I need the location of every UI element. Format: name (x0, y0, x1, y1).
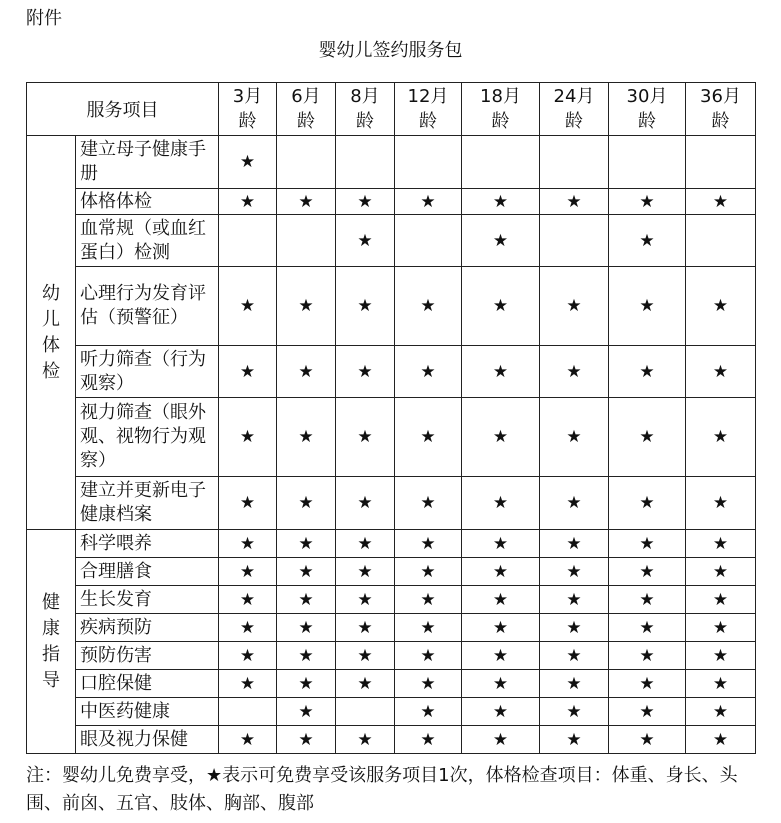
age-header: 18月 龄 (462, 83, 540, 136)
star-mark: ★ (609, 642, 686, 670)
star-mark: ★ (540, 726, 609, 754)
star-mark: ★ (277, 698, 336, 726)
star-mark: ★ (609, 477, 686, 530)
star-mark: ★ (219, 726, 277, 754)
star-mark: ★ (609, 698, 686, 726)
service-item: 生长发育 (76, 586, 219, 614)
star-mark: ★ (277, 189, 336, 215)
star-mark: ★ (219, 670, 277, 698)
star-mark: ★ (219, 586, 277, 614)
star-mark: ★ (609, 670, 686, 698)
star-mark: ★ (277, 558, 336, 586)
empty-cell (609, 136, 686, 189)
star-mark: ★ (395, 614, 462, 642)
star-mark: ★ (462, 614, 540, 642)
star-mark: ★ (336, 189, 395, 215)
star-mark: ★ (609, 530, 686, 558)
header-row (27, 83, 756, 136)
star-mark: ★ (686, 614, 756, 642)
age-header: 24月 龄 (540, 83, 609, 136)
star-mark: ★ (686, 398, 756, 477)
star-mark: ★ (336, 530, 395, 558)
table-row (27, 670, 756, 698)
page-title: 婴幼儿签约服务包 (318, 40, 463, 61)
star-mark: ★ (462, 215, 540, 267)
star-mark: ★ (462, 558, 540, 586)
star-mark: ★ (219, 614, 277, 642)
star-mark: ★ (395, 726, 462, 754)
star-mark: ★ (277, 614, 336, 642)
empty-cell (219, 215, 277, 267)
star-mark: ★ (686, 346, 756, 398)
table-row (27, 698, 756, 726)
star-mark: ★ (395, 558, 462, 586)
star-mark: ★ (336, 267, 395, 346)
star-mark: ★ (336, 614, 395, 642)
star-mark: ★ (540, 698, 609, 726)
star-mark: ★ (540, 530, 609, 558)
star-mark: ★ (277, 726, 336, 754)
star-mark: ★ (336, 642, 395, 670)
table-row (27, 614, 756, 642)
table-row (27, 477, 756, 530)
star-mark: ★ (686, 642, 756, 670)
table-row (27, 586, 756, 614)
table-row (27, 726, 756, 754)
empty-cell (336, 698, 395, 726)
service-item: 视力筛查（眼外观、视物行为观察） (76, 398, 219, 477)
star-mark: ★ (395, 398, 462, 477)
star-mark: ★ (395, 642, 462, 670)
star-mark: ★ (540, 670, 609, 698)
attachment-label: 附件 (26, 8, 62, 29)
age-header: 36月 龄 (686, 83, 756, 136)
star-mark: ★ (462, 726, 540, 754)
star-mark: ★ (609, 267, 686, 346)
table-row (27, 267, 756, 346)
star-mark: ★ (609, 189, 686, 215)
empty-cell (540, 215, 609, 267)
star-mark: ★ (336, 398, 395, 477)
service-item: 科学喂养 (76, 530, 219, 558)
star-mark: ★ (395, 586, 462, 614)
star-mark: ★ (686, 267, 756, 346)
empty-cell (462, 136, 540, 189)
service-item-header: 服务项目 (27, 83, 219, 136)
empty-cell (219, 698, 277, 726)
star-mark: ★ (219, 477, 277, 530)
service-item: 血常规（或血红蛋白）检测 (76, 215, 219, 267)
table-row (27, 398, 756, 477)
star-mark: ★ (219, 558, 277, 586)
service-item: 中医药健康 (76, 698, 219, 726)
star-mark: ★ (462, 530, 540, 558)
star-mark: ★ (462, 267, 540, 346)
star-mark: ★ (686, 698, 756, 726)
star-mark: ★ (540, 398, 609, 477)
footnote: 注：婴幼儿免费享受，★表示可免费享受该服务项目1次，体格检查项目：体重、身长、头围、前囟、五官、肢体、胸部、腹部 (26, 765, 738, 814)
service-package-table (26, 82, 756, 754)
star-mark: ★ (395, 189, 462, 215)
service-item: 体格体检 (76, 189, 219, 215)
star-mark: ★ (540, 614, 609, 642)
table-row (27, 642, 756, 670)
table-row (27, 530, 756, 558)
empty-cell (395, 136, 462, 189)
empty-cell (540, 136, 609, 189)
star-mark: ★ (609, 398, 686, 477)
star-mark: ★ (395, 267, 462, 346)
star-mark: ★ (686, 530, 756, 558)
service-item: 预防伤害 (76, 642, 219, 670)
star-mark: ★ (277, 586, 336, 614)
star-mark: ★ (395, 530, 462, 558)
star-mark: ★ (540, 642, 609, 670)
star-mark: ★ (462, 670, 540, 698)
empty-cell (686, 215, 756, 267)
star-mark: ★ (395, 670, 462, 698)
star-mark: ★ (686, 558, 756, 586)
star-mark: ★ (609, 614, 686, 642)
table-row (27, 136, 756, 189)
star-mark: ★ (336, 586, 395, 614)
service-item: 疾病预防 (76, 614, 219, 642)
service-item: 心理行为发育评估（预警征） (76, 267, 219, 346)
star-mark: ★ (219, 642, 277, 670)
star-mark: ★ (609, 558, 686, 586)
star-mark: ★ (277, 670, 336, 698)
star-mark: ★ (219, 346, 277, 398)
star-mark: ★ (336, 670, 395, 698)
empty-cell (395, 215, 462, 267)
age-header: 3月 龄 (219, 83, 277, 136)
star-mark: ★ (462, 642, 540, 670)
empty-cell (336, 136, 395, 189)
star-mark: ★ (336, 558, 395, 586)
star-mark: ★ (686, 477, 756, 530)
star-mark: ★ (462, 698, 540, 726)
service-item: 建立母子健康手册 (76, 136, 219, 189)
star-mark: ★ (277, 398, 336, 477)
star-mark: ★ (540, 346, 609, 398)
star-mark: ★ (336, 346, 395, 398)
star-mark: ★ (462, 586, 540, 614)
star-mark: ★ (219, 267, 277, 346)
star-mark: ★ (609, 346, 686, 398)
table-row (27, 189, 756, 215)
service-item: 合理膳食 (76, 558, 219, 586)
empty-cell (277, 136, 336, 189)
star-mark: ★ (219, 189, 277, 215)
empty-cell (686, 136, 756, 189)
star-mark: ★ (609, 586, 686, 614)
star-mark: ★ (277, 267, 336, 346)
table-row (27, 558, 756, 586)
star-mark: ★ (219, 398, 277, 477)
star-mark: ★ (395, 346, 462, 398)
star-mark: ★ (462, 346, 540, 398)
empty-cell (277, 215, 336, 267)
service-item: 眼及视力保健 (76, 726, 219, 754)
category-cell: 幼儿体检 (27, 136, 76, 530)
category-cell: 健康指导 (27, 530, 76, 754)
table-row (27, 346, 756, 398)
star-mark: ★ (277, 530, 336, 558)
star-mark: ★ (540, 267, 609, 346)
star-mark: ★ (609, 726, 686, 754)
star-mark: ★ (219, 136, 277, 189)
star-mark: ★ (540, 558, 609, 586)
star-mark: ★ (686, 726, 756, 754)
age-header: 12月 龄 (395, 83, 462, 136)
star-mark: ★ (395, 698, 462, 726)
age-header: 30月 龄 (609, 83, 686, 136)
star-mark: ★ (686, 586, 756, 614)
star-mark: ★ (686, 670, 756, 698)
star-mark: ★ (462, 189, 540, 215)
age-header: 8月 龄 (336, 83, 395, 136)
star-mark: ★ (540, 477, 609, 530)
star-mark: ★ (336, 726, 395, 754)
service-item: 听力筛查（行为观察） (76, 346, 219, 398)
star-mark: ★ (686, 189, 756, 215)
star-mark: ★ (277, 477, 336, 530)
star-mark: ★ (609, 215, 686, 267)
star-mark: ★ (540, 586, 609, 614)
star-mark: ★ (540, 189, 609, 215)
star-mark: ★ (462, 398, 540, 477)
star-mark: ★ (395, 477, 462, 530)
service-item: 口腔保健 (76, 670, 219, 698)
star-mark: ★ (277, 642, 336, 670)
star-mark: ★ (336, 477, 395, 530)
star-mark: ★ (462, 477, 540, 530)
service-item: 建立并更新电子健康档案 (76, 477, 219, 530)
age-header: 6月 龄 (277, 83, 336, 136)
star-mark: ★ (336, 215, 395, 267)
table-row (27, 215, 756, 267)
star-mark: ★ (219, 530, 277, 558)
star-mark: ★ (277, 346, 336, 398)
